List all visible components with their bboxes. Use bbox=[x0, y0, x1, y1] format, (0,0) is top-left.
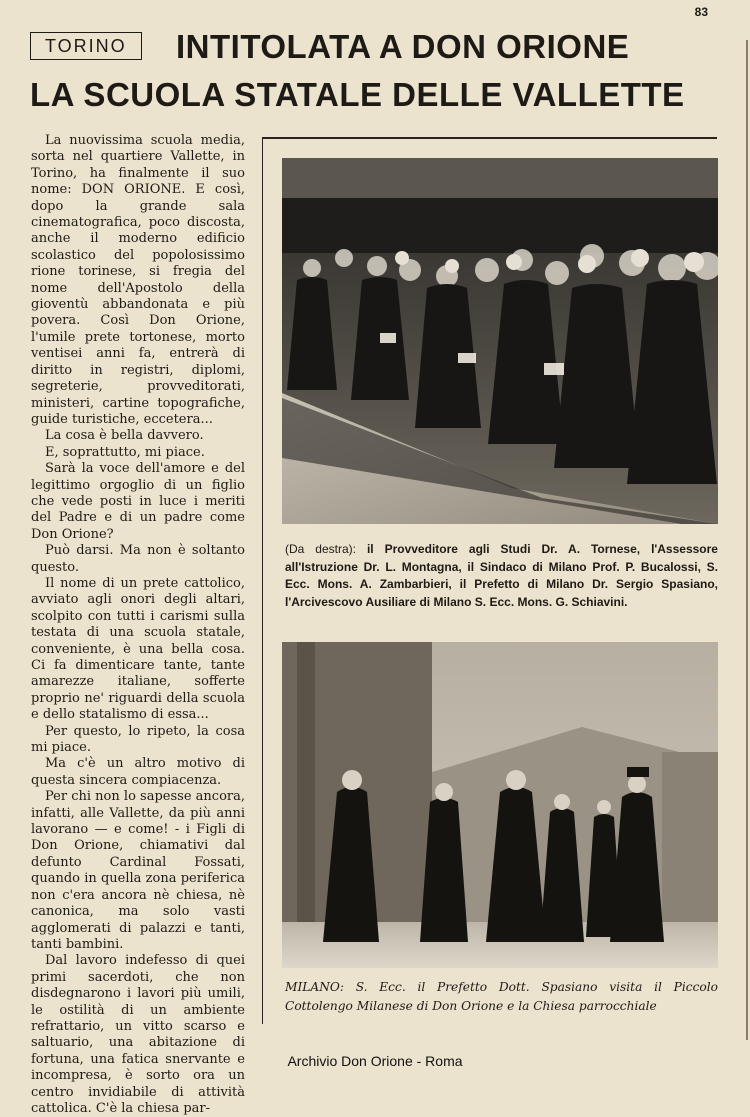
article-paragraph: Sarà la voce dell'amore e del legittimo orgoglio di un figlio che vede posti in luce i meriti del Padre e di un padre come Don Orione? bbox=[31, 461, 245, 542]
caption-body: il Provveditore agli Studi Dr. A. Tornese, l'Assessore all'Istruzione Dr. L. Montagna, il Sindaco di Milano Prof. P. Bucalossi, S. Ecc. Mons. A. Zambarbieri, il Prefetto di Milano Dr. Sergio Spasiano, l'Arcivescovo Ausiliare di Milano S. Ecc. Mons. G. Schiavini. bbox=[285, 542, 718, 609]
article-paragraph: La cosa è bella davvero. bbox=[45, 428, 204, 444]
article-text-column bbox=[31, 133, 245, 1117]
article-paragraph: Dal lavoro indefesso di quei primi sacerdoti, che non disdegnarono i lavori più umili, le ostilità di un ambiente refrattario, un vitto scarso e saltuario, una abitazione di fortuna, una fatica snervante e incompresa, è sorto ora un centro invidiabile di attività cattolica. C'è la chiesa par- bbox=[31, 953, 245, 1116]
page-number: 83 bbox=[694, 5, 708, 19]
headline-line-1: INTITOLATA A DON ORIONE bbox=[176, 28, 630, 65]
column-divider bbox=[262, 137, 263, 1024]
article-paragraph: E, soprattutto, mi piace. bbox=[45, 444, 205, 460]
page-edge-shadow bbox=[746, 40, 748, 1040]
article-paragraph: La nuovissima scuola media, sorta nel quartiere Vallette, in Torino, ha finalmente il suo nome: DON ORIONE. E così, dopo la grande sala cinematografica, poco discosta, anche il moderno edificio scolastico del popolosissimo rione torinese, si fregia del nome dell'Apostolo della gioventù abbandonata e più povera. Così Don Orione, l'umile prete tortonese, morto ventisei anni fa, entrerà di diritto in registri, diplomi, segreterie, provveditorati, ministeri, cartine topografiche, guide turistiche, eccetera... bbox=[31, 133, 245, 427]
article-paragraph: Per chi non lo sapesse ancora, infatti, alle Vallette, da più anni lavorano — e come! - i Figli di Don Orione, chiamativi dal defunto Cardinal Fossati, quando in quella zona periferica non c'era ancora nè chiesa, nè canonica, ma solo vasti agglomerati di palazzi e tanti, tanti bambini. bbox=[31, 789, 245, 952]
article-paragraph: Ma c'è un altro motivo di questa sincera compiacenza. bbox=[31, 756, 245, 788]
city-label-box: TORINO bbox=[30, 32, 142, 60]
article-header bbox=[30, 24, 720, 116]
visit-photo-caption: MILANO: S. Ecc. il Prefetto Dott. Spasiano visita il Piccolo Cottolengo Milanese di Don Orione e la Chiesa parrocchiale bbox=[285, 980, 718, 1013]
article-paragraph: Per questo, lo ripeto, la cosa mi piace. bbox=[31, 723, 245, 756]
audience-photo bbox=[282, 158, 718, 524]
article-paragraph: Può darsi. Ma non è soltanto questo. bbox=[31, 543, 245, 575]
caption-lead: (Da destra): bbox=[285, 542, 356, 556]
article-paragraph: Il nome di un prete cattolico, avviato agli onori degli altari, scolpito con tutti i carismi sulla testata di una scuola statale, conveniente, è una bella cosa. Ci fa dimenticare tante, tante amarezze italiane, sofferte proprio ne' riguardi della scuola e dello statalismo di essa... bbox=[31, 575, 245, 723]
audience-photo-caption bbox=[285, 541, 718, 611]
visit-photo bbox=[282, 642, 718, 968]
archive-footer: Archivio Don Orione - Roma bbox=[287, 1053, 463, 1069]
photo-section-rule bbox=[262, 137, 717, 139]
headline-line-2: LA SCUOLA STATALE DELLE VALLETTE bbox=[30, 76, 685, 113]
